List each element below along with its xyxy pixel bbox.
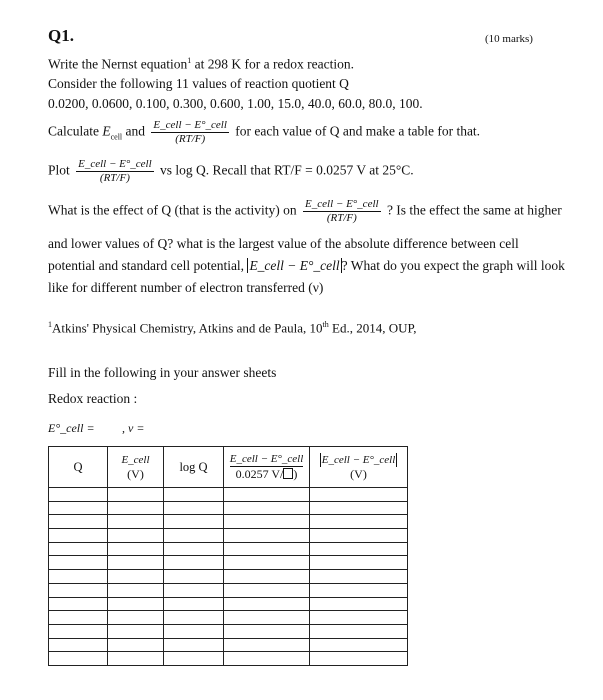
table-row: [49, 529, 408, 543]
calculate-prefix: Calculate: [48, 123, 99, 139]
table-row: [49, 583, 408, 597]
table-cell: [310, 624, 408, 638]
fraction-denominator: (RT/F): [76, 171, 154, 185]
calculate-line: [48, 119, 480, 146]
table-cell: [224, 638, 310, 652]
table-cell: [108, 597, 164, 611]
table-cell: [164, 570, 224, 584]
effect-suffix: ? Is the effect the same at higher: [386, 202, 562, 218]
table-row: [49, 488, 408, 502]
table-cell: [108, 638, 164, 652]
calculate-fraction: [151, 119, 229, 146]
table-cell: [310, 597, 408, 611]
table-cell: [224, 597, 310, 611]
fraction-numerator: E_cell − E°_cell: [78, 158, 152, 170]
table-cell: [108, 529, 164, 543]
plot-prefix: Plot: [48, 162, 70, 178]
table-cell: [224, 542, 310, 556]
header-logq: log Q: [164, 447, 224, 488]
header-q: Q: [49, 447, 108, 488]
table-cell: [164, 638, 224, 652]
table-cell: [224, 583, 310, 597]
table-cell: [310, 542, 408, 556]
redox-reaction-label: Redox reaction :: [48, 391, 138, 406]
table-header-row: [49, 447, 408, 488]
plot-fraction: [76, 158, 154, 185]
table-row: [49, 611, 408, 625]
table-cell: [108, 624, 164, 638]
intro-line-2: Consider the following 11 values of reaction quotient Q: [48, 76, 349, 91]
footnote-ref: 1: [187, 56, 192, 65]
plot-line: [48, 158, 414, 185]
table-cell: [49, 638, 108, 652]
blank-box-icon: [283, 468, 293, 479]
fraction-denominator: (RT/F): [303, 211, 381, 225]
footnote-th: th: [322, 320, 329, 329]
fraction-numerator: E_cell − E°_cell: [153, 119, 227, 131]
table-cell: [49, 556, 108, 570]
table-cell: [164, 611, 224, 625]
q-values-list: 0.0200, 0.0600, 0.100, 0.300, 0.600, 1.00, 15.0, 40.0, 60.0, 80.0, 100.: [48, 96, 423, 111]
table-cell: [49, 501, 108, 515]
table-row: [49, 597, 408, 611]
table-cell: [49, 529, 108, 543]
effect-line-3: [48, 258, 565, 274]
footnote-text-2: Ed., 2014, OUP,: [328, 320, 417, 336]
table-cell: [224, 501, 310, 515]
effect-line-3-a: potential and standard cell potential,: [48, 258, 245, 273]
header-ratio: E_cell − E°_cell 0.0257 V/ ): [224, 447, 310, 488]
fraction-denominator: (RT/F): [151, 132, 229, 146]
fraction-numerator: E_cell − E°_cell: [305, 198, 379, 210]
table-cell: [224, 488, 310, 502]
table-cell: [49, 542, 108, 556]
table-cell: [108, 583, 164, 597]
table-row: [49, 501, 408, 515]
standard-potential-label: E°_cell =: [48, 421, 95, 435]
table-cell: [164, 652, 224, 666]
table-cell: [310, 638, 408, 652]
table-cell: [310, 570, 408, 584]
intro-line-1-b: at 298 K for a redox reaction.: [191, 56, 354, 72]
table-cell: [108, 488, 164, 502]
table-cell: [108, 542, 164, 556]
intro-line-1-a: Write the Nernst equation: [48, 56, 188, 72]
table-cell: [164, 542, 224, 556]
answer-table: [48, 446, 408, 666]
table-cell: [108, 611, 164, 625]
table-cell: [310, 611, 408, 625]
table-cell: [108, 515, 164, 529]
table-row: [49, 570, 408, 584]
effect-line-2: and lower values of Q? what is the largest value of the absolute difference between cell: [48, 236, 519, 251]
table-cell: [164, 597, 224, 611]
question-title: Q1.: [48, 26, 74, 45]
table-cell: [164, 515, 224, 529]
table-cell: [310, 529, 408, 543]
table-cell: [49, 515, 108, 529]
footnote-text: Atkins' Physical Chemistry, Atkins and de Paula, 10: [52, 320, 323, 336]
table-body: [49, 488, 408, 666]
table-cell: [224, 652, 310, 666]
table-cell: [49, 624, 108, 638]
table-cell: [108, 501, 164, 515]
header-ecell: E_cell (V): [108, 447, 164, 488]
table-cell: [49, 597, 108, 611]
table-cell: [164, 501, 224, 515]
abs-difference-expression: E_cell − E°_cell: [249, 258, 340, 273]
plot-suffix: vs log Q. Recall that RT/F = 0.0257 V at 25°C.: [160, 162, 414, 178]
effect-fraction: [303, 198, 381, 225]
table-cell: [310, 515, 408, 529]
table-cell: [108, 556, 164, 570]
table-cell: [108, 570, 164, 584]
calculate-suffix: for each value of Q and make a table for that.: [235, 123, 481, 139]
table-cell: [224, 570, 310, 584]
table-cell: [224, 611, 310, 625]
header-abs-diff: E_cell − E°_cell (V): [310, 447, 408, 488]
table-row: [49, 638, 408, 652]
footnote: [48, 320, 417, 336]
effect-line-3-b: ? What do you expect the graph will look: [341, 258, 565, 273]
table-row: [49, 652, 408, 666]
table-cell: [310, 652, 408, 666]
table-cell: [310, 583, 408, 597]
table-row: [49, 542, 408, 556]
intro-line-1: [48, 56, 354, 73]
table-cell: [49, 570, 108, 584]
table-cell: [224, 556, 310, 570]
effect-line-1: [48, 198, 562, 225]
table-cell: [164, 583, 224, 597]
table-row: [49, 515, 408, 529]
footnote-number: 1: [48, 320, 52, 329]
ecell-symbol: E: [102, 123, 111, 139]
table-cell: [49, 652, 108, 666]
table-cell: [310, 501, 408, 515]
table-cell: [310, 488, 408, 502]
effect-line-4: like for different number of electron transferred (ν): [48, 280, 324, 295]
marks-label: (10 marks): [485, 33, 533, 45]
calculate-and: and: [125, 123, 146, 139]
table-cell: [164, 488, 224, 502]
table-cell: [224, 624, 310, 638]
table-cell: [164, 624, 224, 638]
table-cell: [224, 515, 310, 529]
table-cell: [49, 488, 108, 502]
table-cell: [164, 529, 224, 543]
table-cell: [310, 556, 408, 570]
table-row: [49, 556, 408, 570]
table-cell: [164, 556, 224, 570]
ecell-sub: cell: [110, 132, 123, 142]
table-cell: [224, 529, 310, 543]
fill-in-instruction: Fill in the following in your answer sheets: [48, 365, 277, 380]
table-cell: [49, 583, 108, 597]
table-cell: [49, 611, 108, 625]
table-row: [49, 624, 408, 638]
table-cell: [108, 652, 164, 666]
effect-prefix: What is the effect of Q (that is the activity) on: [48, 202, 297, 218]
electron-number-label: , ν =: [122, 421, 145, 435]
